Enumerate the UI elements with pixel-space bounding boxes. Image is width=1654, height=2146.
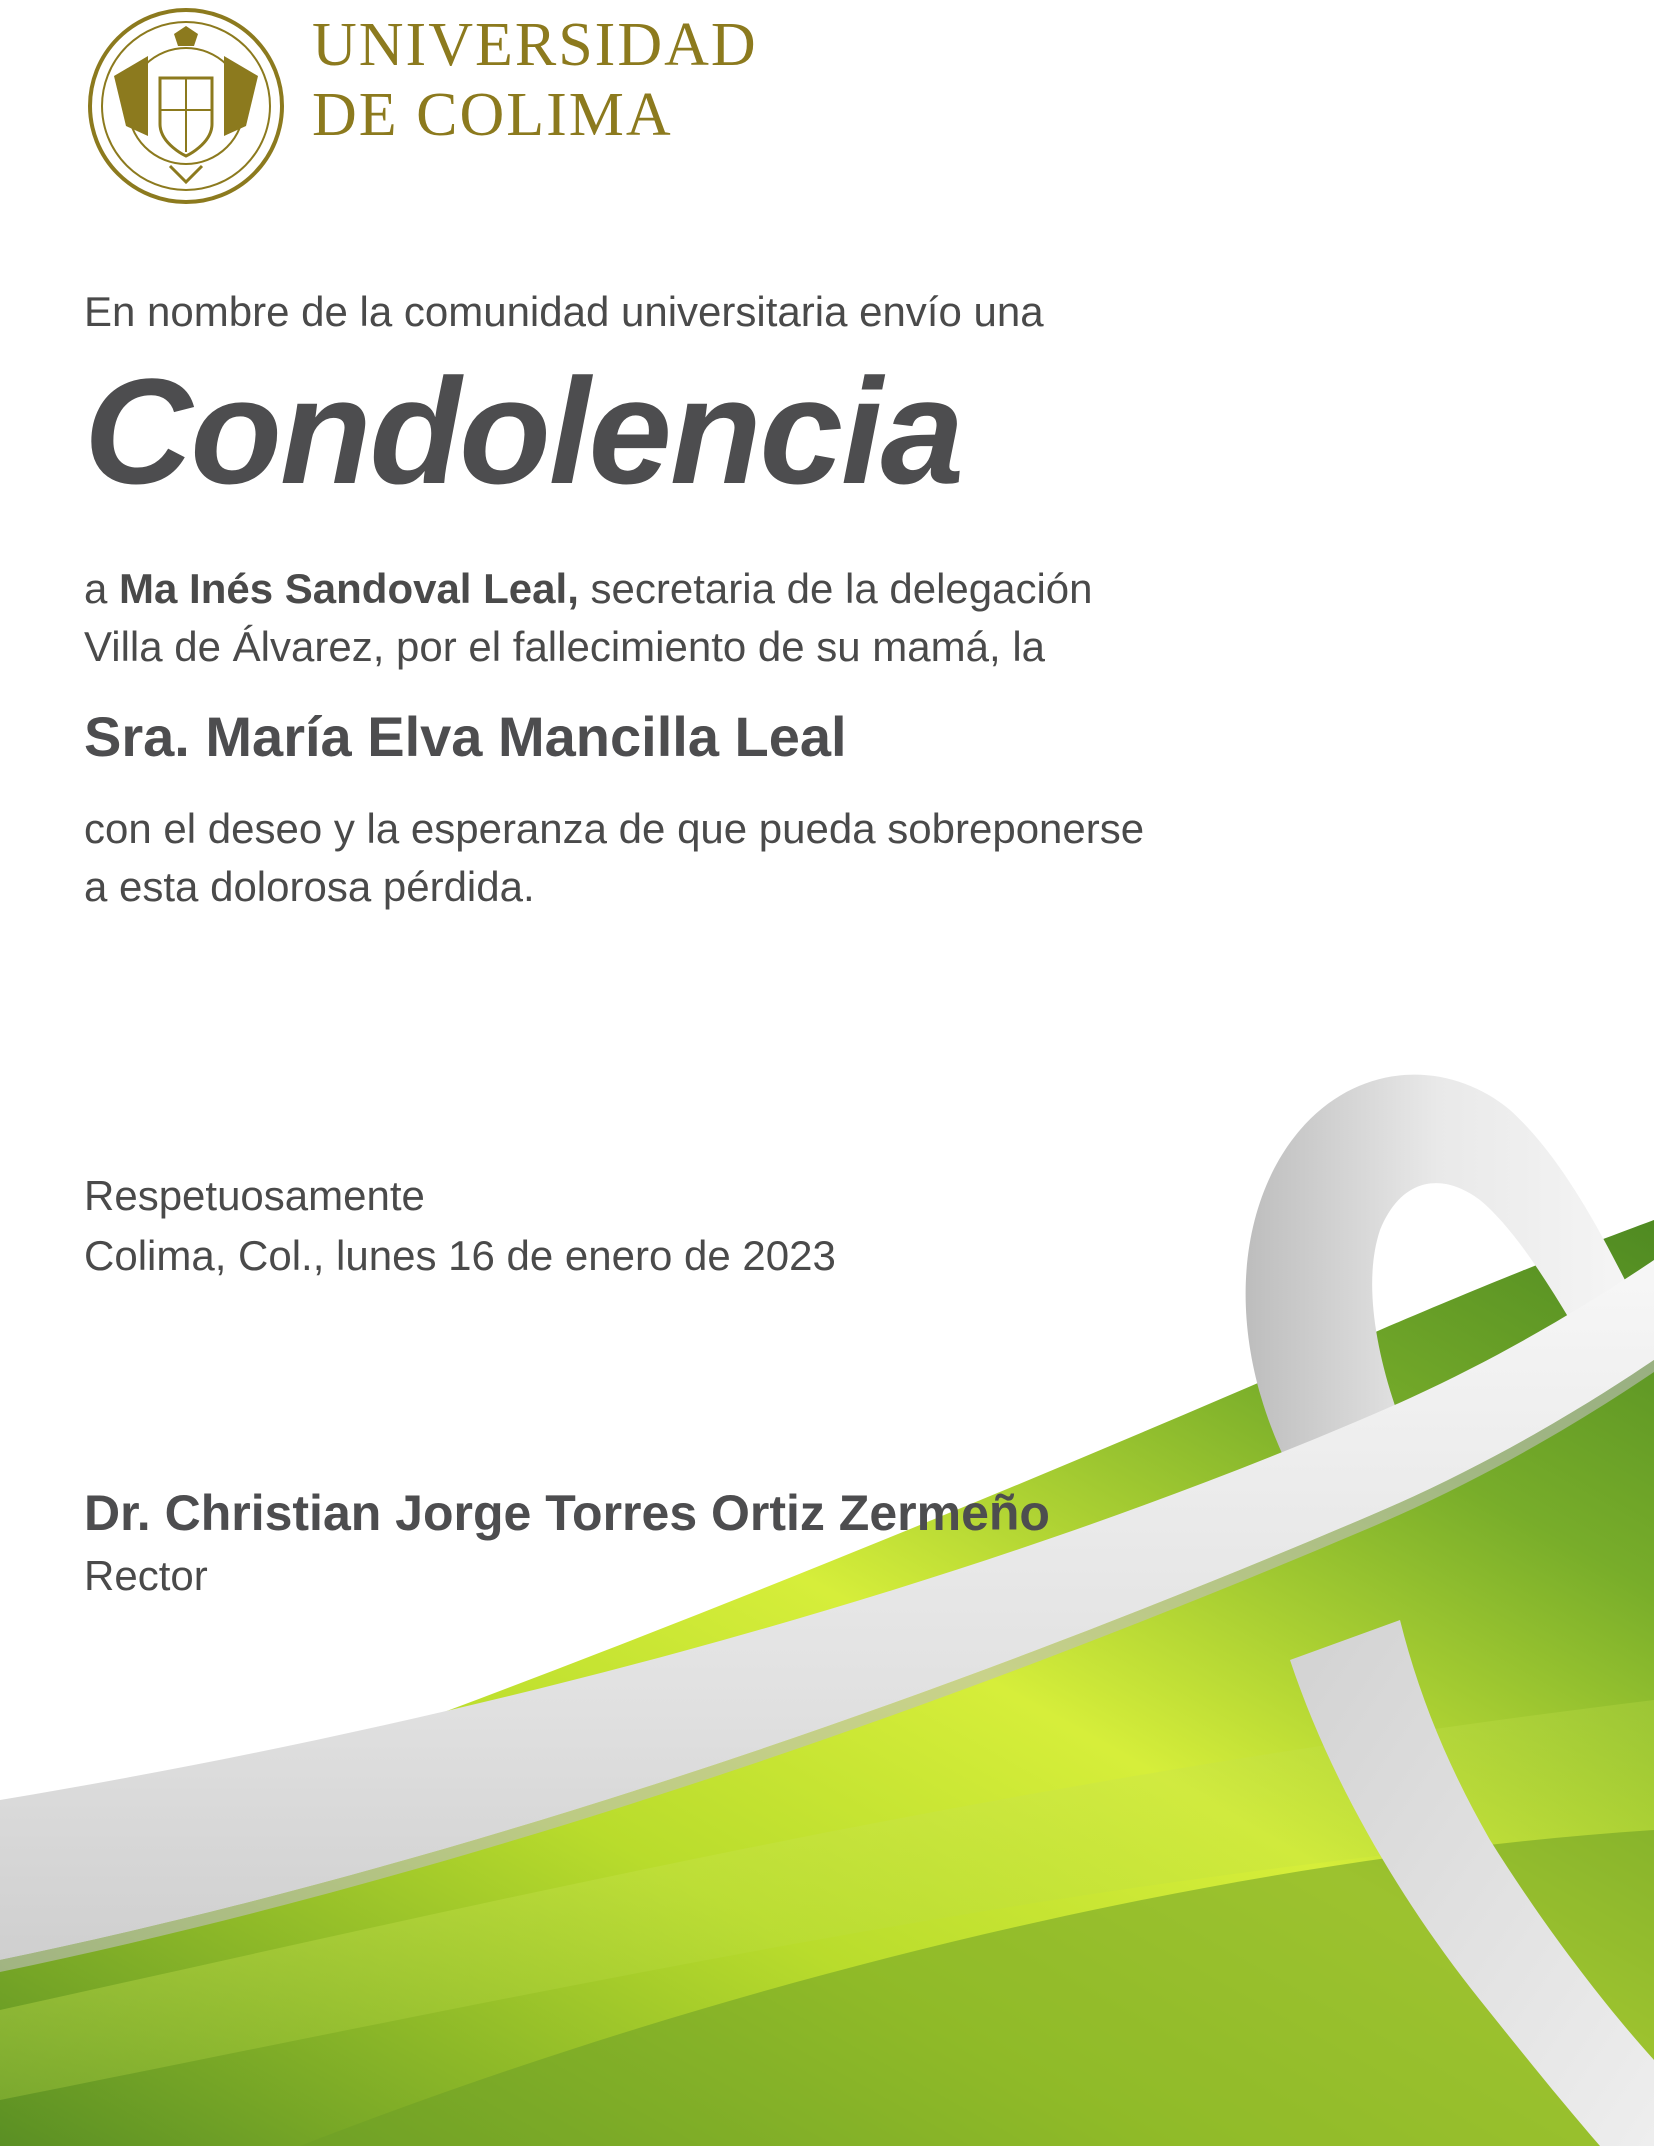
headline: Condolencia [84, 347, 963, 515]
closing-block [84, 1166, 836, 1286]
university-name-line2: DE COLIMA [312, 81, 673, 149]
closing-line1: Respetuosamente [84, 1172, 425, 1219]
recipient-role: secretaria de la delegación [578, 565, 1093, 612]
wish-line1: con el deseo y la esperanza de que pueda sobreponerse [84, 805, 1145, 852]
deceased-name: Sra. María Elva Mancilla Leal [84, 705, 847, 768]
intro-text: En nombre de la comunidad universitaria envío una [84, 288, 1044, 335]
signer-title: Rector [84, 1552, 208, 1599]
recipient-prefix: a [84, 565, 120, 612]
wish-paragraph [84, 800, 1144, 916]
wish-line2: a esta dolorosa pérdida. [84, 863, 535, 910]
university-name-line1: UNIVERSIDAD [312, 11, 758, 79]
recipient-name: Ma Inés Sandoval Leal, [119, 565, 579, 612]
closing-date: Colima, Col., lunes 16 de enero de 2023 [84, 1232, 836, 1279]
recipient-line2: Villa de Álvarez, por el fallecimiento de su mamá, la [84, 623, 1046, 670]
university-seal-icon [86, 6, 286, 206]
university-name [312, 11, 758, 149]
recipient-paragraph [84, 560, 1093, 676]
signer-name: Dr. Christian Jorge Torres Ortiz Zermeño [84, 1485, 1050, 1541]
